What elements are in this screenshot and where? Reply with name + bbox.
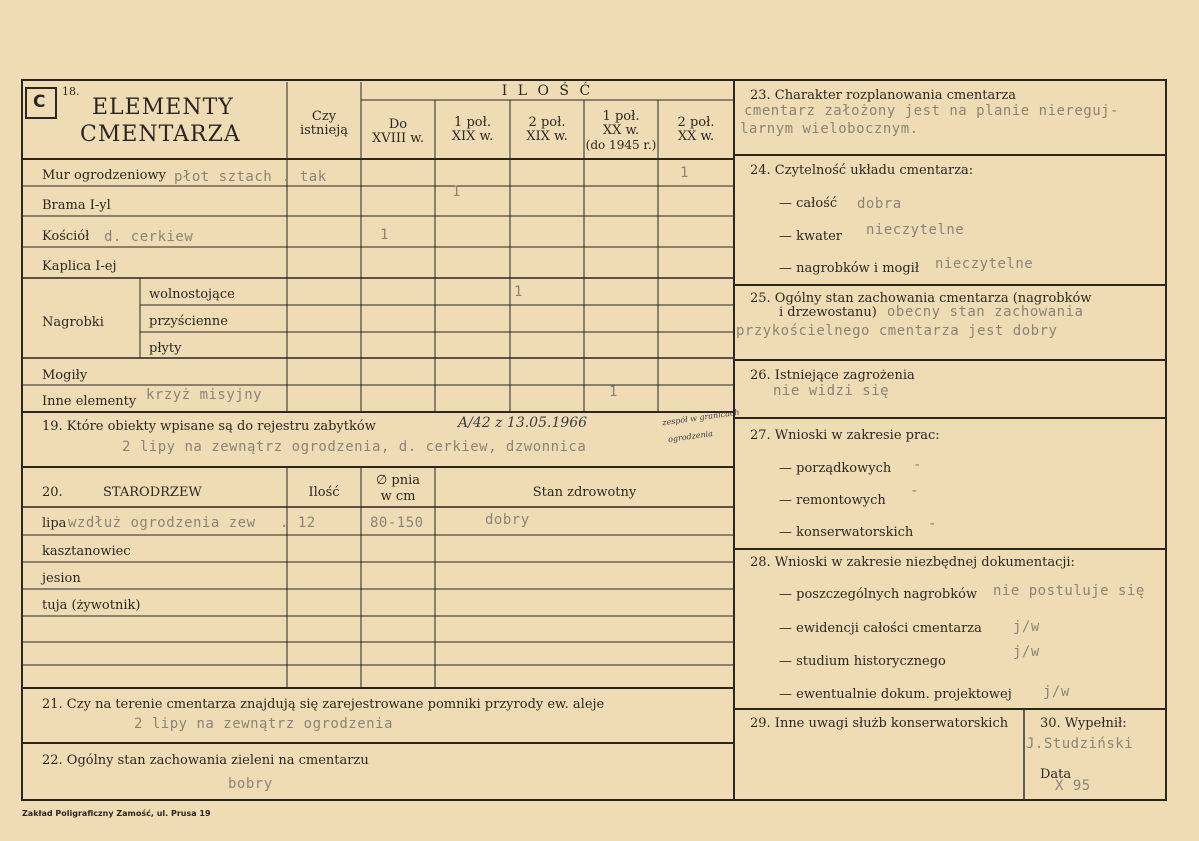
section-20-number: 20. (42, 485, 63, 500)
row-kosciol-label: Kościół (42, 229, 90, 244)
section-26-typed: nie widzi się (773, 383, 890, 399)
typed-inne: krzyż misyjny (146, 387, 263, 403)
section-25-label-2: i drzewostanu) (779, 305, 877, 320)
section-28-item-1-value: nie postuluje się (993, 583, 1145, 599)
typed-starodrzew-lipa: wzdłuż ogrodzenia zew (68, 515, 256, 531)
col-period-2-l1: 1 poł. (454, 115, 491, 130)
col-period-1-l2: XVIII w. (372, 131, 424, 146)
section-19-handwritten: A/42 z 13.05.1966 (458, 415, 588, 431)
section-27-item-3-value: - (928, 516, 937, 532)
section-26-label: 26. Istniejące zagrożenia (750, 368, 915, 383)
section-23-label: 23. Charakter rozplanowania cmentarza (750, 88, 1017, 103)
col-period-5-l1: 2 poł. (677, 115, 715, 130)
section-30-data-label: Data (1040, 767, 1072, 782)
row-brama-label: Brama I-yl (42, 198, 111, 213)
section-24-label: 24. Czytelność układu cmentarza: (750, 163, 974, 178)
section-24-item-1-label: — całość (779, 196, 838, 211)
typed-starodrzew-pnia: 80-150 (370, 515, 424, 531)
col-period-3-l2: XIX w. (526, 129, 568, 144)
section-24-item-2-value: nieczytelne (866, 222, 965, 238)
row-mur-label: Mur ogrodzeniowy (42, 168, 166, 183)
starodrzew-row-3: jesion (42, 571, 81, 586)
col-period-4-l2: XX w. (602, 123, 640, 138)
starodrzew-row-4: tuja (żywotnik) (42, 598, 141, 613)
section-20-col-ilosc: Ilość (308, 485, 340, 500)
section-25-typed-2: przykościelnego cmentarza jest dobry (736, 323, 1058, 339)
section-28-item-2-value: j/w (1013, 619, 1040, 635)
section-22-label: 22. Ogólny stan zachowania zieleni na cmentarzu (42, 753, 369, 768)
section-27-item-2-label: — remontowych (779, 493, 886, 508)
ilosc-header: I L O Ś Ć (501, 83, 594, 99)
typed-wolnostojace-2pol-xix: 1 (514, 284, 523, 300)
section-25-typed-1: obecny stan zachowania (887, 304, 1084, 320)
section-19-label: 19. Które obiekty wpisane są do rejestru zabytków (42, 419, 376, 434)
section-28-label: 28. Wnioski w zakresie niezbędnej dokumentacji: (750, 555, 1075, 570)
section-19-typed: 2 lipy na zewnątrz ogrodzenia, d. cerkiew, dzwonnica (122, 439, 587, 455)
typed-brama-1pol-xix: 1 (452, 184, 461, 200)
typed-inne-1pol-xx: 1 (609, 384, 618, 400)
starodrzew-row-1: lipa (42, 516, 67, 531)
typed-mur-2pol-xx: 1 (680, 165, 689, 181)
section-28-item-4-label: — ewentualnie dokum. projektowej (779, 687, 1012, 702)
section-20-col-pnia-unit: w cm (380, 489, 416, 504)
typed-kosciol: d. cerkiew (104, 229, 194, 245)
typed-starodrzew-stan: dobry (485, 512, 530, 528)
section-25-label-1: 25. Ogólny stan zachowania cmentarza (nagrobków (750, 291, 1092, 306)
section-23-typed-2: larnym wielobocznym. (740, 121, 919, 137)
section-21-typed: 2 lipy na zewnątrz ogrodzenia (134, 716, 393, 732)
section-21-label: 21. Czy na terenie cmentarza znajdują się zarejestrowane pomniki przyrody ew. aleje (42, 697, 605, 712)
row-wolnostojace-label: wolnostojące (149, 287, 235, 302)
typed-starodrzew-ilosc: . 12 (280, 515, 316, 531)
section-29-label: 29. Inne uwagi służb konserwatorskich (750, 716, 1009, 731)
section-30-typed-date: X 95 (1055, 778, 1091, 794)
col-czy-line1: Czy (311, 109, 337, 124)
typed-mur-czy: . tak (282, 169, 327, 185)
section-22-typed: bobry (228, 776, 273, 792)
corner-letter: C (33, 92, 46, 112)
row-przyscienne-label: przyścienne (149, 314, 228, 329)
section-23-typed-1: cmentarz założony jest na planie niereguj- (744, 103, 1120, 119)
section-27-item-1-value: - (913, 457, 922, 473)
section-28-item-4-value: j/w (1043, 684, 1070, 700)
col-period-5-l2: XX w. (677, 129, 715, 144)
starodrzew-row-2: kasztanowiec (42, 544, 131, 559)
col-period-4-l3: (do 1945 r.) (585, 138, 657, 152)
section-18-number: 18. (62, 85, 80, 98)
section-30-label: 30. Wypełnił: (1040, 716, 1127, 731)
section-30-typed-name: J.Studziński (1026, 736, 1134, 752)
section-28-item-2-label: — ewidencji całości cmentarza (779, 621, 982, 636)
section-27-item-1-label: — porządkowych (779, 461, 892, 476)
section-18-title-line2: CMENTARZA (80, 122, 241, 147)
section-19-handwritten-note2: ogrodzenia (667, 428, 714, 445)
section-27-item-2-value: - (910, 483, 919, 499)
row-inne-label: Inne elementy (42, 394, 137, 409)
section-20-col-stan: Stan zdrowotny (532, 485, 637, 500)
row-kaplica-label: Kaplica I-ej (42, 259, 117, 274)
row-plyty-label: płyty (149, 341, 182, 356)
col-period-2-l2: XIX w. (451, 129, 494, 144)
section-24-item-2-label: — kwater (779, 229, 843, 244)
col-period-1-l1: Do (388, 117, 408, 132)
section-28-item-3-value: j/w (1013, 644, 1040, 660)
section-19-handwritten-note1: zespół w granicach (661, 407, 741, 428)
typed-mur: płot sztach (174, 169, 273, 185)
row-mogily-label: Mogiły (42, 368, 88, 383)
section-27-label: 27. Wnioski w zakresie prac: (750, 428, 940, 443)
section-24-item-3-label: — nagrobków i mogił (779, 261, 920, 276)
section-20-col-pnia: ∅ pnia (375, 473, 421, 488)
col-czy-line2: istnieją (299, 123, 349, 138)
col-period-4-l1: 1 poł. (602, 109, 640, 124)
section-28-item-1-label: — poszczególnych nagrobków (779, 587, 978, 602)
section-24-item-3-value: nieczytelne (935, 256, 1034, 272)
section-24-item-1-value: dobra (857, 196, 902, 212)
col-period-3-l1: 2 poł. (528, 115, 566, 130)
section-28-item-3-label: — studium historycznego (779, 654, 946, 669)
section-18-title-line1: ELEMENTY (92, 95, 234, 120)
row-nagrobki-label: Nagrobki (42, 315, 104, 330)
printer-footer: Zakład Poligraficzny Zamość, ul. Prusa 19 (22, 809, 211, 818)
section-20-title: STARODRZEW (103, 485, 202, 500)
typed-kosciol-do-xviii: 1 (380, 227, 389, 243)
section-27-item-3-label: — konserwatorskich (779, 525, 914, 540)
